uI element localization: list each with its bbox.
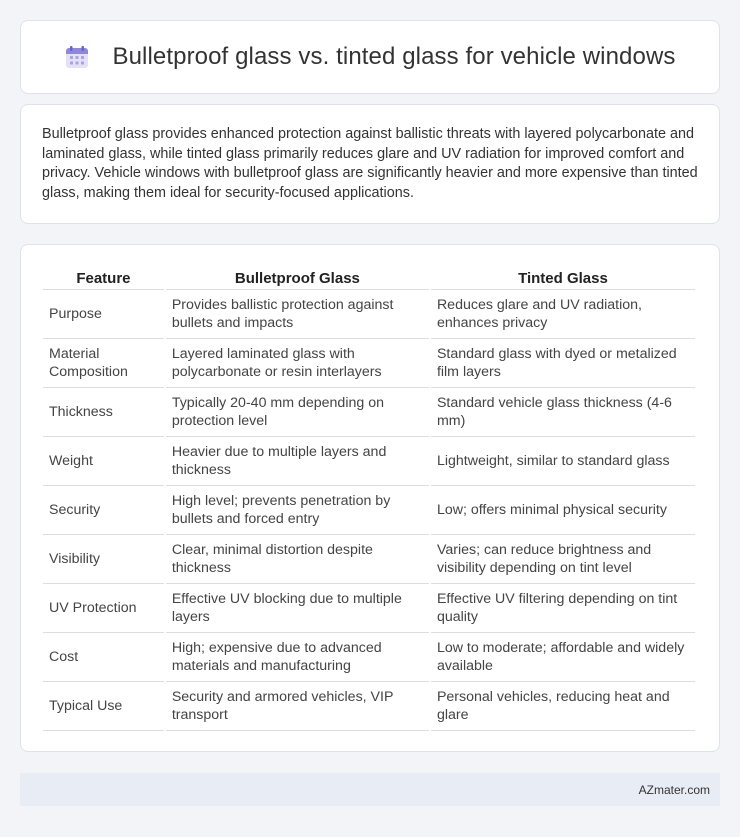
- page-title: Bulletproof glass vs. tinted glass for vehicle windows: [112, 43, 676, 70]
- feature-cell: Weight: [43, 437, 164, 486]
- table-header-row: [43, 265, 695, 290]
- bulletproof-cell: Layered laminated glass with polycarbonate or resin interlayers: [166, 339, 429, 388]
- tinted-cell: Standard vehicle glass thickness (4-6 mm): [431, 388, 695, 437]
- footer-brand[interactable]: AZmater.com: [638, 782, 710, 797]
- feature-cell: UV Protection: [43, 584, 164, 633]
- feature-cell: Purpose: [43, 290, 164, 339]
- header-tinted: Tinted Glass: [431, 265, 695, 290]
- title-card: [20, 20, 720, 94]
- table-row: [43, 339, 695, 388]
- tinted-cell: Effective UV filtering depending on tint quality: [431, 584, 695, 633]
- table-row: [43, 388, 695, 437]
- bulletproof-cell: Typically 20-40 mm depending on protection level: [166, 388, 429, 437]
- summary-text: Bulletproof glass provides enhanced protection against ballistic threats with layered polycarbonate and laminated glass, while tinted glass primarily reduces glare and UV radiation for improved comfort and privacy. Vehicle windows with bulletproof glass are significantly heavier and more expensive than tinted glass, making them ideal for security-focused applications.: [42, 126, 698, 201]
- tinted-cell: Varies; can reduce brightness and visibility depending on tint level: [431, 535, 695, 584]
- comparison-table-card: [20, 244, 720, 752]
- bulletproof-cell: Security and armored vehicles, VIP transport: [166, 682, 429, 731]
- bulletproof-cell: Provides ballistic protection against bullets and impacts: [166, 290, 429, 339]
- comparison-table: [41, 265, 697, 731]
- table-row: [43, 682, 695, 731]
- tinted-cell: Low; offers minimal physical security: [431, 486, 695, 535]
- table-row: [43, 486, 695, 535]
- tinted-cell: Personal vehicles, reducing heat and glare: [431, 682, 695, 731]
- summary-card: [20, 104, 720, 224]
- feature-cell: Material Composition: [43, 339, 164, 388]
- bulletproof-cell: Heavier due to multiple layers and thickness: [166, 437, 429, 486]
- tinted-cell: Lightweight, similar to standard glass: [431, 437, 695, 486]
- bulletproof-cell: High; expensive due to advanced materials and manufacturing: [166, 633, 429, 682]
- calendar-icon: [64, 44, 90, 70]
- feature-cell: Security: [43, 486, 164, 535]
- bulletproof-cell: Clear, minimal distortion despite thickness: [166, 535, 429, 584]
- feature-cell: Cost: [43, 633, 164, 682]
- table-row: [43, 290, 695, 339]
- bulletproof-cell: Effective UV blocking due to multiple layers: [166, 584, 429, 633]
- table-row: [43, 633, 695, 682]
- table-row: [43, 437, 695, 486]
- header-bulletproof: Bulletproof Glass: [166, 265, 429, 290]
- bulletproof-cell: High level; prevents penetration by bullets and forced entry: [166, 486, 429, 535]
- tinted-cell: Low to moderate; affordable and widely available: [431, 633, 695, 682]
- table-row: [43, 584, 695, 633]
- feature-cell: Typical Use: [43, 682, 164, 731]
- feature-cell: Visibility: [43, 535, 164, 584]
- table-row: [43, 535, 695, 584]
- tinted-cell: Reduces glare and UV radiation, enhances privacy: [431, 290, 695, 339]
- tinted-cell: Standard glass with dyed or metalized film layers: [431, 339, 695, 388]
- footer: [20, 773, 720, 806]
- feature-cell: Thickness: [43, 388, 164, 437]
- header-feature: Feature: [43, 265, 164, 290]
